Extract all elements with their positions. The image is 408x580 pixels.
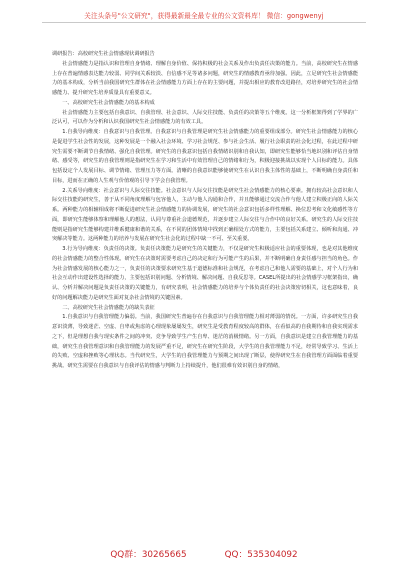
footer-qq-group: QQ群：30265665 xyxy=(110,550,187,560)
paragraph-intro: 社会情感能力是指认识和管理自身情绪、理解自身价值、保持积极的社会关系及作出负责任决策的能力。当前，高校研究生在情感上存在普遍情感表达能力较弱、同学间关系较淡、自信感不足等诸多问题，研究生的情感教育亟待加强。因此，立足研究生社会情感能力的基本构成，分析当前我国研究生群体在社会情感能力方面上存在的主要问题，并提出相应的教育改进路径，对培养研究生的社会情感能力、提升研究生培养质量具有重要意义。 xyxy=(52,60,358,96)
paragraph-relationship-orientation: 2.关系导向维度：社会意识与人际交往技能。社会意识与人际交往技能是研究生社会情感能力的核心要素。拥有较高社会意识和人际交往技能的研究生，善于从不同角度理解与包容他人，主动与他人沟通和合作，并且能够通过交流合作与他人建立积极正向的人际关系。两种能力的相辅相成将不断促进研究生社会情感能力的协调发展，研究生的社会意识包括多样性理解、换位思考和文化敏感性等方面，即研究生能够体察和理解他人的想法，认同与尊重社会道德规范，并逐步建立人际交往与合作中的良好关系。研究生的人际交往技能则是指研究生能够构建并维系健康和谐的关系，在不同的团体情境中找到正确相处方式的能力，主要包括关系建立、倾听和沟通、冲突解决等能力。这两种能力的培养与发展在研究生社会化的过程中缺一不可、至关重要。 xyxy=(52,187,358,243)
footer-contact xyxy=(0,547,408,560)
paragraph-behavior-orientation: 3.行为导向维度：负责任的决策。负责任决策能力是研究生的关键能力，不仅是研究生积极适应社会的重要体现，也是对其他维度的社会情感能力的整合性体现。研究生在决策时需要考虑自己的决定和行为可能产生的后果，并不断明确自身责任感与担当的角色。作为社会情感发展的核心能力之一，负责任的决策要求研究生基于道德标准和社会规范，在考虑自己和他人需要的基础上，对个人行为和社会互动作出建设性选择的能力，主要包括识别问题、分析情境、解决问题、自我反思等。CASEL所提出的社会情感学习框架指出，确认、分析并解决问题是负责任决策的关键能力，有研究表明，社会情感能力的培养与个体负责任的社会决策密切相关，这也意味着，良好的问题解决能力是研究生面对复杂社会情境的关键因素。 xyxy=(52,246,358,301)
section-heading-1: 一、高校研究生社会情感能力的基本构成 xyxy=(62,99,155,106)
section-heading-2: 二、高校研究生社会情感能力的缺失表征 xyxy=(62,304,155,311)
header-divider xyxy=(42,22,366,23)
paragraph-dimensions: 社会情感能力主要包括自我意识、自我管理、社会意识、人际交往技能、负责任的决策等五个维度。这一分析框架得到了学界的广泛认可，可以作为分析和认识我国研究生社会情感能力的有效工具。 xyxy=(52,109,358,126)
paragraph-self-management-weakness: 1.自我意识与自我管理能力偏弱。当前，我国研究生普遍存在自我意识与自我管理能力相对薄弱的情况。一方面，许多研究生自我意识淡薄，导致迷茫、空虚、自卑或焦虑的心理现象屡屡发生，研究生是受教育程度较高的群体，在看似高的自我期待和自我实现需求之下，但是理想自我与现实条件之间的冲突、竞争导致学生产生自卑、迷茫的消极情绪。另一方面，自我意识是建立自我管理能力的基础，研究生自我管理意识和自我管理能力的发展严重不足，研究生在研究生阶段，大学生的自我管理能力不足，经常导致学习、生活上的失败、空虚和挫败等心理状态。当代研究生，大学生的自我管理能力与预期之间出现了断层，使得研究生在自我管理方面面临着重要挑战。研究生需要在自我意识与自我评估的情感与判断力上持续提升，他们很难有效识别自身的情绪， xyxy=(52,314,358,369)
footer-qq: QQ：535304092 xyxy=(224,550,298,560)
paragraph-self-orientation: 1.自我导向维度：自我意识与自我管理。自我意识与自我管理是研究生社会情感能力的重要组成部分。研究生社会情感能力的核心是促进学生社会性的发展，这种发展是一个融入社会环境、学习社会规范、参与社会生活、履行社会职责的社会化过程，在此过程中研究生需要不断调节自我情绪、强化自我管理。研究生的自我意识包括自我情绪识别和自我认知，即研究生能够恰当地识别和评估自身情绪、感受等，研究生的自我管理则是指研究生在学习和生活中有效管理自己的情绪和行为，积极迎接挑战以实现个人目标的能力。具体包括设定个人发展目标、调节情绪、管理压力等方面。清晰的自我意识能够使研究生在认识自我主体性的基础上，不断明确自身责任和目标，进而在正确的人生观与价值观的引导下学会自我管理。 xyxy=(52,129,358,184)
header-notice: 关注头条号"公文研究"，获得最新最全最专业的公文资料库！ 微信：gongwenyj xyxy=(84,12,324,20)
document-title: 调研报告：高校研究生社会情感现状调研报告 xyxy=(52,51,155,57)
document-body xyxy=(52,50,358,372)
